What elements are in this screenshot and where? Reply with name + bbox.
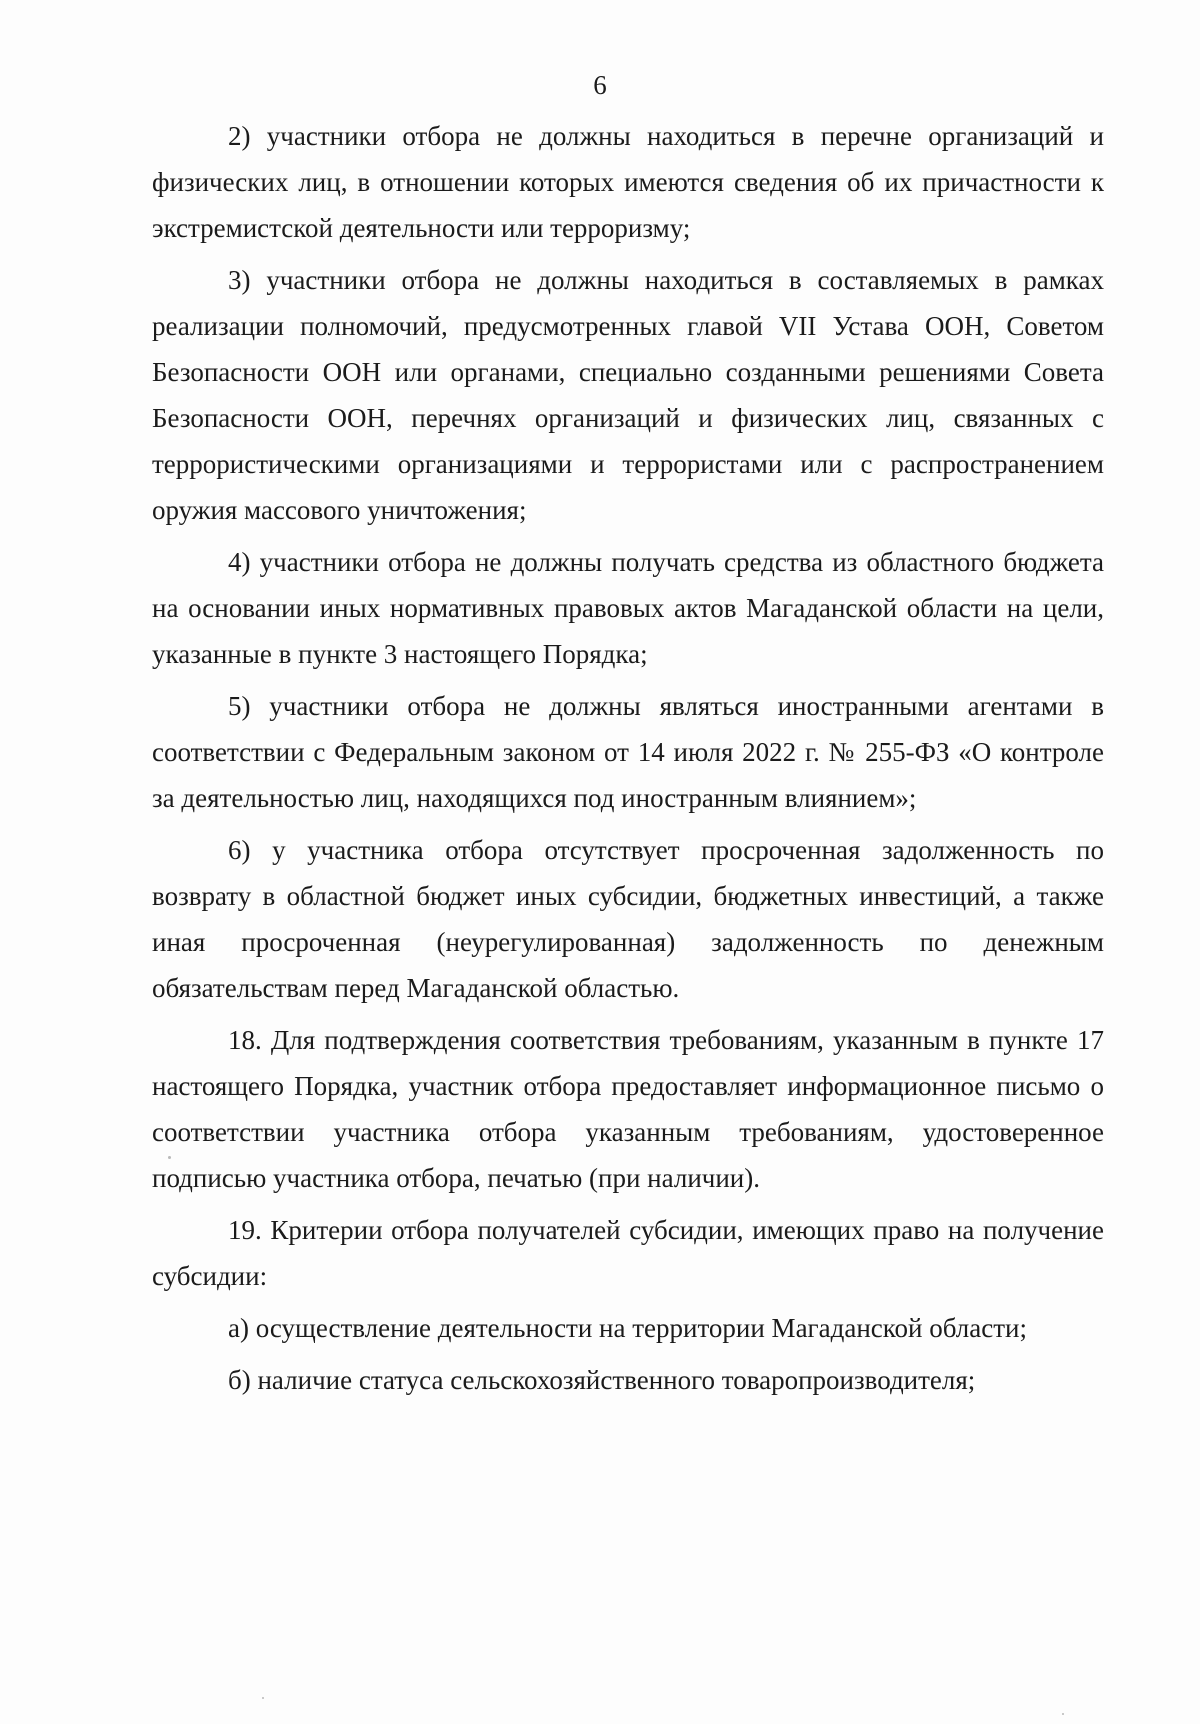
paragraph-item-3: 3) участники отбора не должны находиться в составляемых в рамках реализации полномочий, предусмотренных главой VII Устава ООН, Советом Безопасности ООН или органами, специально созданными решениями Совета Безопасности ООН, перечнях организаций и физических лиц, связанных с террористическими организациями и террористами или с распространением оружия массового уничтожения; — [152, 265, 1104, 525]
paragraph-item-5: 5) участники отбора не должны являться иностранными агентами в соответствии с Федеральным законом от 14 июля 2022 г. № 255-ФЗ «О контроле за деятельностью лиц, находящихся под иностранным влиянием»; — [152, 691, 1104, 813]
scan-speck — [262, 1697, 264, 1699]
page-number: 6 — [593, 70, 607, 100]
paragraph-criterion-a: а) осуществление деятельности на территории Магаданской области; — [228, 1313, 1027, 1343]
paragraph-clause-18: 18. Для подтверждения соответствия требованиям, указанным в пункте 17 настоящего Порядка, участник отбора предоставляет информационное письмо о соответствии участника отбора указанным требованиям, удостоверенное подписью участника отбора, печатью (при наличии). — [152, 1025, 1104, 1193]
paragraph-item-4: 4) участники отбора не должны получать средства из областного бюджета на основании иных нормативных правовых актов Магаданской области на цели, указанные в пункте 3 настоящего Порядка; — [152, 547, 1104, 669]
paragraph-item-6: 6) у участника отбора отсутствует просроченная задолженность по возврату в областной бюджет иных субсидии, бюджетных инвестиций, а также иная просроченная (неурегулированная) задолженность по денежным обязательствам перед Магаданской областью. — [152, 835, 1104, 1003]
scan-speck — [1062, 1713, 1064, 1715]
scan-speck — [168, 1156, 171, 1159]
paragraph-clause-19: 19. Критерии отбора получателей субсидии, имеющих право на получение субсидии: — [152, 1215, 1104, 1291]
document-body — [152, 113, 1104, 1409]
paragraph-criterion-b: б) наличие статуса сельскохозяйственного товаропроизводителя; — [228, 1365, 976, 1395]
paragraph-item-2: 2) участники отбора не должны находиться в перечне организаций и физических лиц, в отношении которых имеются сведения об их причастности к экстремистской деятельности или терроризму; — [152, 121, 1104, 243]
